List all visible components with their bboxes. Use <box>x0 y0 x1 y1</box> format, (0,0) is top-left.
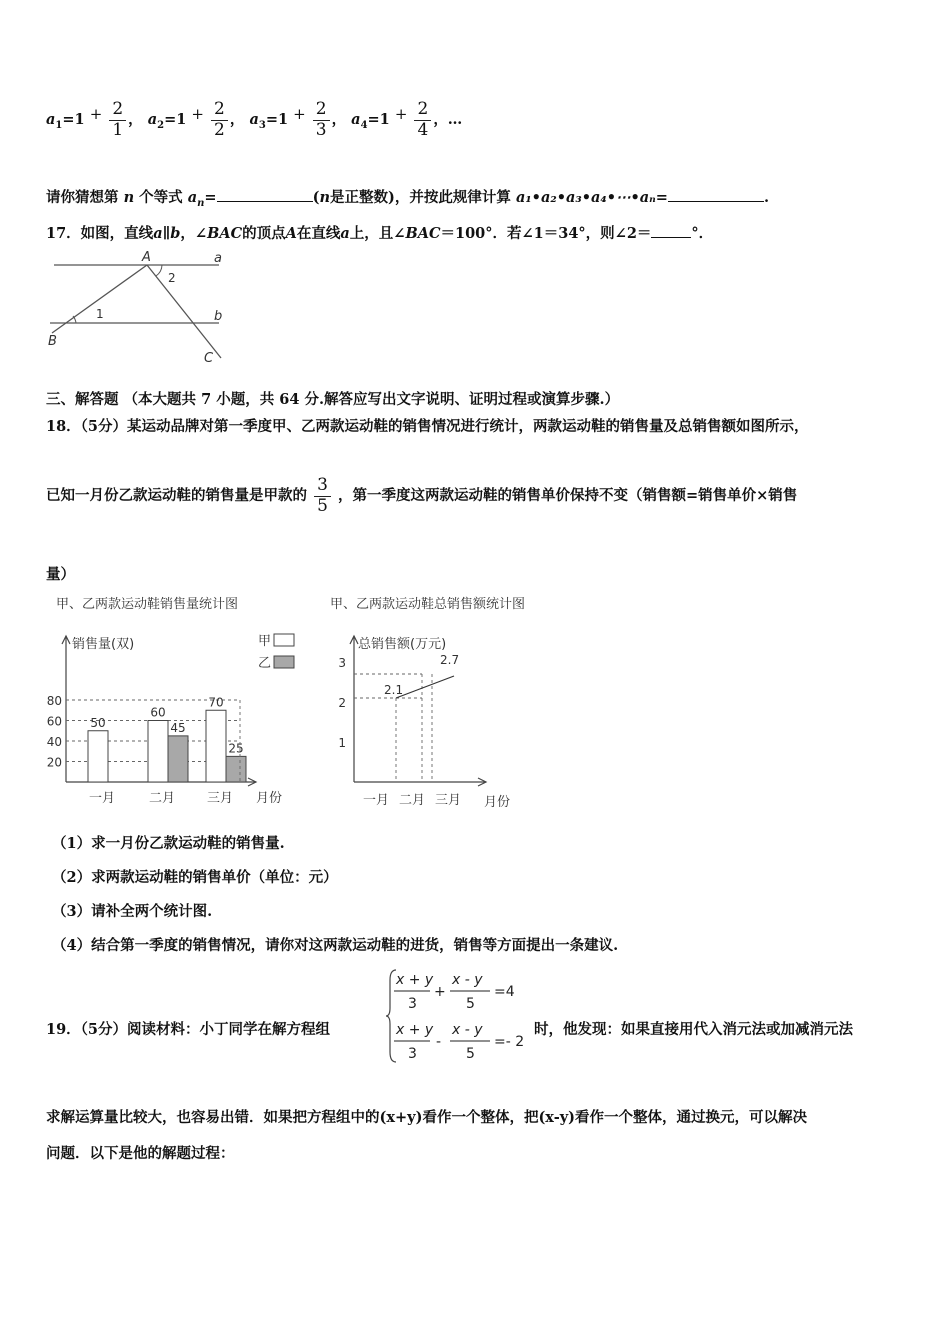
x-tick-label: 三月 <box>434 793 462 808</box>
fraction: $\frac{2}{3}$ <box>313 100 330 140</box>
equation-system-graphic <box>384 966 534 1066</box>
label-a: a <box>214 251 222 266</box>
parallel-lines-figure <box>44 248 244 368</box>
fraction: $\frac{2}{1}$ <box>109 100 126 140</box>
question-18-line2: 已知一月份乙款运动鞋的销售量是甲款的 $\frac{3}{5}$ ，第一季度这两款运动鞋的销售单价保持不变（销售额=销售单价×销售 <box>46 475 798 516</box>
y-tick-label: 1 <box>338 736 346 750</box>
question-18-line3: 量） <box>46 566 75 583</box>
svg-text:3: 3 <box>408 1046 417 1062</box>
fraction: $\frac{2}{4}$ <box>414 100 431 140</box>
bar <box>168 736 188 782</box>
data-label: 2.1 <box>384 683 404 697</box>
question-19-suffix: 时，他发现：如果直接用代入消元法或加减消元法 <box>534 1021 853 1038</box>
legend-swatch <box>274 634 294 646</box>
x-tick-label: 一月 <box>362 793 390 808</box>
label-B: B <box>48 334 57 349</box>
svg-text:x + y: x + y <box>396 1022 434 1038</box>
bar-value-label: 70 <box>208 695 224 710</box>
y-tick-label: 20 <box>46 755 62 770</box>
question-18-part3: （3）请补全两个统计图. <box>52 903 213 920</box>
label-2: 2 <box>168 271 176 285</box>
answer-blank[interactable] <box>651 237 691 238</box>
answer-blank[interactable] <box>217 201 313 202</box>
bar-value-label: 50 <box>90 715 106 730</box>
bar-value-label: 60 <box>150 705 166 720</box>
question-18-part4: （4）结合第一季度的销售情况，请你对这两款运动鞋的进货，销售等方面提出一条建议. <box>52 937 619 954</box>
question-19-prefix: 19．（5分）阅读材料：小丁同学在解方程组 <box>46 1021 331 1038</box>
question-19-line3: 问题．以下是他的解题过程： <box>46 1145 235 1162</box>
y-tick-label: 2 <box>338 696 346 710</box>
y-axis-label: 总销售额(万元) <box>358 637 447 652</box>
y-axis-label: 销售量(双) <box>72 637 135 652</box>
svg-text:-: - <box>436 1034 442 1050</box>
answer-blank[interactable] <box>668 201 764 202</box>
bar <box>148 721 168 783</box>
question-17: 17．如图，直线a∥b，∠BAC的顶点A在直线a上，且∠BAC＝100°．若∠1＝34°，则∠2＝ °． <box>46 225 714 242</box>
x-tick-label: 一月 <box>88 791 116 806</box>
question-18-part2: （2）求两款运动鞋的销售单价（单位：元） <box>52 869 338 886</box>
label-A: A <box>142 250 151 265</box>
bar-value-label: 45 <box>170 720 186 735</box>
x-tick-label: 三月 <box>206 791 234 806</box>
label-1: 1 <box>96 307 104 321</box>
bar-chart-title: 甲、乙两款运动鞋销售量统计图 <box>56 597 239 612</box>
x-axis-label: 月份 <box>484 795 511 810</box>
svg-text:x - y: x - y <box>452 972 483 988</box>
x-tick-label: 二月 <box>398 793 426 808</box>
bar <box>206 710 226 782</box>
guess-line: 请你猜想第 n 个等式 $a_n= (n$是正整数)，并按此规律计算 a₁•a₂•a₃•a₄•⋯•aₙ= . <box>46 189 770 209</box>
svg-text:x + y: x + y <box>396 972 434 988</box>
x-tick-label: 二月 <box>148 791 176 806</box>
legend-swatch <box>274 656 294 668</box>
equation-system <box>384 966 534 1066</box>
label-b: b <box>214 309 223 324</box>
fraction: $\frac{2}{2}$ <box>211 100 228 140</box>
sales-volume-bar-chart <box>40 626 310 810</box>
y-tick-label: 40 <box>46 735 62 749</box>
data-label: 2.7 <box>440 653 460 667</box>
legend-label: 乙 <box>258 656 272 671</box>
question-18-part1: （1）求一月份乙款运动鞋的销售量. <box>52 835 285 852</box>
question-19-line2: 求解运算量比较大，也容易出错．如果把方程组中的(x+y)看作一个整体，把(x-y)看作一个整体，通过换元，可以解决 <box>46 1109 807 1126</box>
svg-text:3: 3 <box>408 996 417 1012</box>
y-tick-label: 80 <box>46 694 62 708</box>
series-line <box>396 676 454 698</box>
y-tick-label: 60 <box>46 714 62 729</box>
svg-text:x - y: x - y <box>452 1022 483 1038</box>
angle-2-arc <box>156 265 162 276</box>
label-C: C <box>204 351 214 366</box>
legend-label: 甲 <box>258 634 272 649</box>
svg-text:=- 2: =- 2 <box>494 1034 525 1050</box>
y-tick-label: 3 <box>338 656 346 670</box>
question-18-line1: 18．（5分）某运动品牌对第一季度甲、乙两款运动鞋的销售情况进行统计，两款运动鞋的销售量及总销售额如图所示， <box>46 418 809 435</box>
fraction-3-5: $\frac{3}{5}$ <box>314 476 331 516</box>
total-sales-line-chart <box>330 626 530 810</box>
svg-text:5: 5 <box>466 1046 475 1062</box>
x-axis-label: 月份 <box>256 791 283 806</box>
svg-text:=4: =4 <box>494 984 515 1000</box>
bar <box>226 756 246 782</box>
bar-value-label: 25 <box>228 741 244 756</box>
segment-ac <box>147 265 221 358</box>
sequence-line: $a_1=1$ + $\frac{2}{1}$ ， $a_2=1$ + $\frac{2}{2}$ ， $a_3=1$ + $\frac{2}{3}$ ， $a_4=1$ + $\frac{2}{4}$ ，… <box>46 99 463 140</box>
section-3-header: 三、解答题 （本大题共 7 小题，共 64 分.解答应写出文字说明、证明过程或演算步骤.） <box>46 391 620 408</box>
bar <box>88 731 108 782</box>
svg-text:+: + <box>434 984 446 1000</box>
line-chart-title: 甲、乙两款运动鞋总销售额统计图 <box>330 597 526 612</box>
svg-text:5: 5 <box>466 996 475 1012</box>
